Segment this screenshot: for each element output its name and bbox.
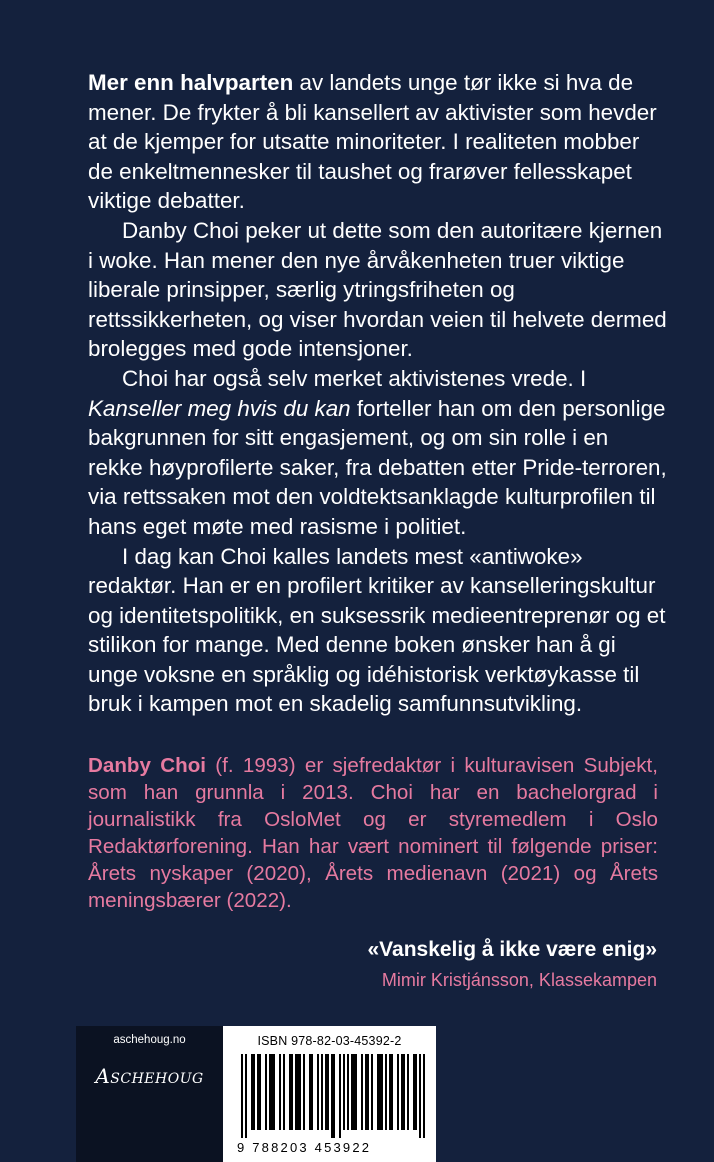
barcode-bar — [367, 1054, 369, 1130]
barcode-bar — [299, 1054, 301, 1130]
blurb-paragraph-2: Danby Choi peker ut dette som den autoritære kjernen i woke. Han mener den nye årvåkenheten truer viktige liberale prinsipper, særlig ytringsfriheten og rettssikkerheten, og viser hvordan veien til helvete dermed brolegges med gode intensjoner. — [88, 217, 667, 362]
barcode-bar — [283, 1054, 285, 1130]
author-bio — [88, 752, 658, 914]
barcode-bar — [325, 1054, 327, 1130]
book-title: Kanseller meg hvis du kan — [88, 395, 351, 421]
barcode-bar — [391, 1054, 393, 1130]
barcode-bar — [347, 1054, 349, 1130]
barcode-bar — [353, 1054, 355, 1130]
barcode-bar — [269, 1054, 271, 1130]
review-quote-source: Mimir Kristjánsson, Klassekampen — [381, 970, 657, 990]
barcode-bar — [361, 1054, 363, 1130]
barcode-bar — [351, 1054, 353, 1130]
blurb-paragraph-1 — [88, 68, 668, 216]
blurb-paragraph-3 — [88, 364, 668, 542]
author-bio-text: (f. 1993) er sjefredaktør i kulturavisen Subjekt, som han grunnla i 2013. Choi har en bachelorgrad i journalistikk fra OsloMet og er styremedlem i Oslo Redaktørforening. Han har vært nominert til følgende priser: Årets nyskaper (2020), Årets medienavn (2021) og Årets meningsbærer (2022). — [88, 754, 658, 912]
isbn-label: ISBN 978-82-03-45392-2 — [257, 1034, 402, 1048]
barcode-bar — [331, 1054, 333, 1138]
back-cover-blurb — [88, 68, 668, 719]
barcode-bar — [419, 1054, 421, 1138]
barcode-bar — [279, 1054, 281, 1130]
barcode-bar — [245, 1054, 247, 1138]
barcode-bar — [303, 1054, 305, 1130]
barcode-bar — [385, 1054, 387, 1130]
barcode-bar — [401, 1054, 403, 1130]
barcode-bar — [295, 1054, 297, 1130]
barcode-digits: 9 788203 453922 — [237, 1140, 372, 1155]
barcode-bar — [415, 1054, 417, 1130]
barcode-bar — [381, 1054, 383, 1130]
barcode-bar — [291, 1054, 293, 1130]
barcode — [233, 1054, 427, 1138]
blurb-p1-text: av landets unge tør ikke si hva de mener. De frykter å bli kansellert av aktivister som hevder at de kjemper for utsatte minoriteter. I realiteten mobber de enkeltmennesker til taushet og frarøver fellesskapet viktige debatter. — [88, 70, 657, 214]
barcode-bar — [343, 1054, 345, 1130]
barcode-bar — [389, 1054, 391, 1130]
barcode-bar — [273, 1054, 275, 1130]
barcode-bar — [403, 1054, 405, 1130]
barcode-bar — [251, 1054, 253, 1130]
barcode-bar — [257, 1054, 259, 1130]
review-quote: «Vanskelig å ikke være enig» — [367, 938, 657, 961]
barcode-box — [223, 1026, 436, 1162]
barcode-bar — [333, 1054, 335, 1138]
barcode-bar — [423, 1054, 425, 1138]
barcode-bar — [321, 1054, 323, 1130]
barcode-bar — [259, 1054, 261, 1130]
barcode-bar — [397, 1054, 399, 1130]
barcode-bar — [339, 1054, 341, 1138]
barcode-bar — [297, 1054, 299, 1130]
barcode-bar — [407, 1054, 409, 1130]
publisher-logo: Aschehoug — [95, 1064, 204, 1088]
barcode-bar — [317, 1054, 319, 1130]
barcode-bar — [265, 1054, 267, 1130]
barcode-bar — [355, 1054, 357, 1130]
barcode-bar — [413, 1054, 415, 1130]
blurb-paragraph-4: I dag kan Choi kalles landets mest «antiwoke» redaktør. Han er en profilert kritiker av kanselleringskultur og identitetspolitikk, en suksessrik medieentreprenør og et stilikon for mange. Med denne boken ønsker han å gi unge voksne en språklig og idéhistorisk verktøykasse til bruk i kampen mot en skadelig samfunnsutvikling. — [88, 543, 666, 717]
publisher-box — [76, 1026, 223, 1162]
barcode-bar — [365, 1054, 367, 1130]
barcode-bar — [253, 1054, 255, 1130]
barcode-bar — [289, 1054, 291, 1130]
author-name: Danby Choi — [88, 754, 206, 777]
barcode-bar — [371, 1054, 373, 1130]
publisher-url: aschehoug.no — [113, 1034, 186, 1046]
barcode-bar — [241, 1054, 243, 1138]
barcode-bar — [377, 1054, 379, 1130]
barcode-bar — [379, 1054, 381, 1130]
blurb-p3-start: Choi har også selv merket aktivistenes vrede. I — [122, 365, 587, 391]
blurb-p3-rest: forteller han om den personlige bakgrunnen for sitt engasjement, og om sin rolle i en rekke høyprofilerte saker, fra debatten etter Pride-terroren, via rettssaken mot den voldtektsanklagde kulturprofilen til hans eget møte med rasisme i politiet. — [88, 395, 667, 539]
blurb-lead: Mer enn halvparten — [88, 70, 294, 95]
barcode-bar — [311, 1054, 313, 1130]
barcode-bar — [271, 1054, 273, 1130]
barcode-bar — [327, 1054, 329, 1130]
barcode-bar — [309, 1054, 311, 1130]
